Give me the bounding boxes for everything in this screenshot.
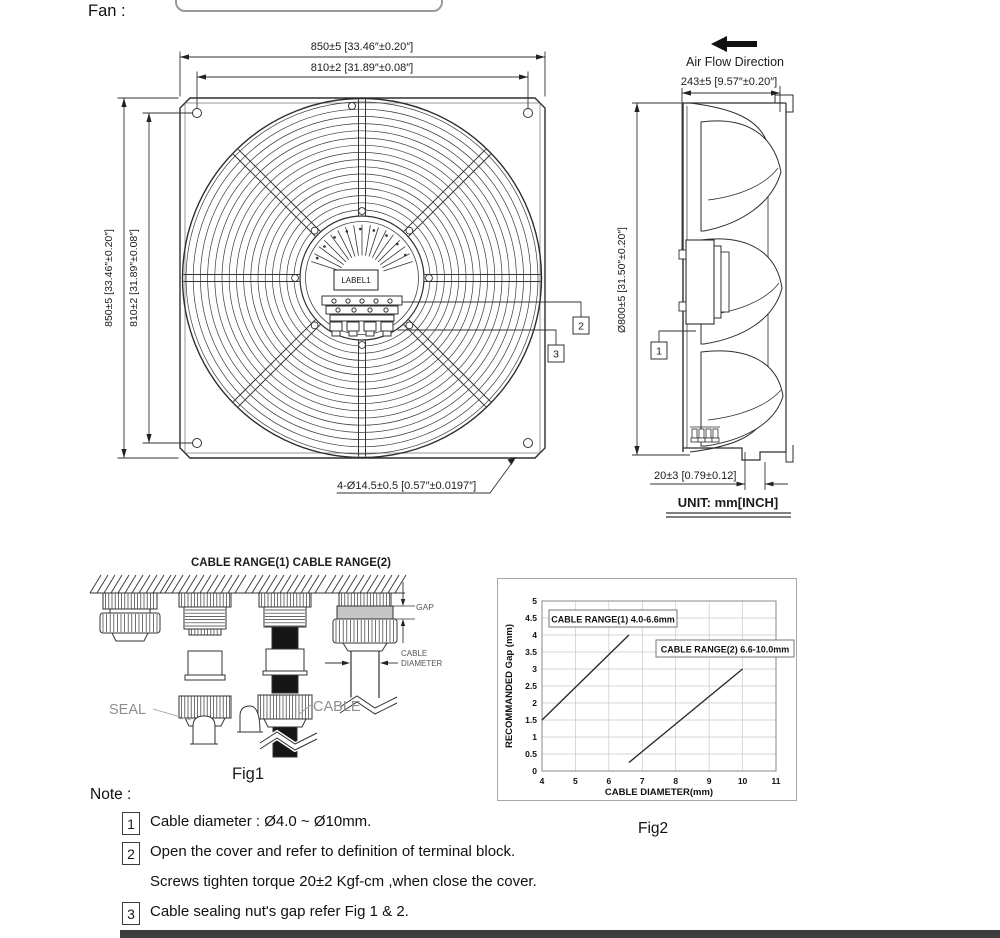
gap-arrow — [401, 599, 405, 606]
fig2-chart — [497, 578, 797, 801]
note-item — [122, 902, 409, 925]
fig1-shapes — [90, 575, 415, 757]
note-text: Cable sealing nut's gap refer Fig 1 & 2. — [150, 903, 409, 920]
x-tick-label: 8 — [673, 776, 679, 786]
fig1-caption: Fig1 — [231, 765, 265, 783]
unit-label: UNIT: mm[INCH] — [677, 495, 779, 510]
fig1-part — [189, 629, 221, 635]
hub-label: LABEL1 — [341, 276, 371, 285]
series-line — [542, 635, 629, 720]
fig1-line — [104, 575, 115, 593]
fig1-line — [125, 575, 136, 593]
dim-height-outer: 850±5 [33.46″±0.20″] — [103, 229, 115, 327]
fig1-line — [221, 575, 232, 593]
series-line — [629, 669, 743, 763]
note-number-box — [122, 872, 140, 895]
y-tick-label: 0.5 — [525, 749, 537, 759]
note-number-box: 1 — [122, 812, 140, 835]
air-flow-label: Air Flow Direction — [686, 55, 784, 69]
gap-chart — [498, 579, 796, 800]
y-tick-label: 4.5 — [525, 613, 537, 623]
fig1-part — [272, 675, 298, 693]
bottom-bar — [120, 930, 1000, 938]
annotation-label: CABLE RANGE(2) 6.6-10.0mm — [660, 644, 790, 655]
mounting-hole — [524, 109, 533, 118]
note-item — [122, 812, 371, 835]
x-tick-label: 6 — [606, 776, 612, 786]
dim-flange: 20±3 [0.79±0.12] — [654, 470, 737, 482]
fig1-line — [325, 575, 336, 593]
motor-dot — [373, 229, 376, 232]
fig1-line — [160, 575, 171, 593]
fig1-line — [287, 575, 298, 593]
y-tick-label: 0 — [532, 766, 537, 776]
x-axis-label: CABLE DIAMETER(mm) — [604, 787, 714, 798]
dim-height-inner: 810±2 [31.89″±0.08″] — [128, 229, 140, 327]
y-tick-label: 4 — [532, 630, 537, 640]
note-text: Screws tighten torque 20±2 Kgf-cm ,when close the cover. — [150, 873, 537, 890]
cable-diameter-label: CABLE — [401, 649, 428, 658]
fig1-line — [273, 575, 284, 593]
fig1-line — [132, 575, 143, 593]
motor-dot — [333, 236, 336, 239]
fig1-line — [332, 575, 343, 593]
y-tick-label: 3.5 — [525, 647, 537, 657]
air-flow-arrow-icon — [711, 36, 757, 52]
spoke-root-circle — [292, 275, 299, 282]
y-tick-label: 3 — [532, 664, 537, 674]
spoke-root-circle — [406, 322, 413, 329]
notes-heading: Note : — [90, 786, 132, 803]
fig1-line — [186, 575, 197, 593]
callout-1-leader — [659, 331, 696, 342]
fig1-part — [240, 706, 260, 732]
fig1-line — [228, 575, 239, 593]
fig1-line — [381, 575, 392, 593]
motor-dot — [396, 243, 399, 246]
seal-label: SEAL — [109, 702, 147, 718]
fig1-part — [103, 593, 157, 609]
dim-mounting-holes: 4-Ø14.5±0.5 [0.57″±0.0197″] — [337, 480, 477, 492]
cable-dia-arrow — [342, 661, 350, 666]
motor-dot — [404, 254, 407, 257]
callout-2: 2 — [578, 320, 584, 333]
callout-3: 3 — [553, 348, 559, 361]
fig1-line — [111, 575, 122, 593]
dim-width-inner: 810±2 [31.89″±0.08″] — [310, 62, 414, 74]
mounting-hole — [349, 103, 356, 110]
spoke-root-circle — [359, 208, 366, 215]
fig1-cable-gland-diagram — [85, 548, 460, 793]
fig1-line — [200, 575, 211, 593]
fig1-line — [301, 575, 312, 593]
spoke-root-circle — [311, 322, 318, 329]
y-tick-label: 5 — [532, 596, 537, 606]
fig1-line — [315, 575, 326, 593]
motor-dot — [323, 245, 326, 248]
spoke-root-circle — [406, 227, 413, 234]
fig1-part — [258, 695, 312, 719]
motor-dot — [346, 230, 349, 233]
fig2-caption: Fig2 — [638, 820, 669, 837]
x-tick-label: 9 — [706, 776, 712, 786]
fig1-line — [139, 575, 150, 593]
dim-width-outer: 850±5 [33.46″±0.20″] — [310, 41, 414, 53]
fig1-part — [112, 633, 148, 641]
mounting-hole — [193, 109, 202, 118]
fig1-line — [294, 575, 305, 593]
fig1-line — [360, 575, 371, 593]
fig1-line — [165, 575, 176, 593]
motor-dot — [359, 228, 362, 231]
cable-dia-arrow — [380, 661, 388, 666]
fig1-line — [172, 575, 183, 593]
note-item — [122, 872, 537, 895]
fig1-line — [367, 575, 378, 593]
gap-label: GAP — [416, 602, 434, 612]
fig1-line — [395, 575, 406, 593]
motor-dot — [385, 234, 388, 237]
spoke-root-circle — [426, 275, 433, 282]
note-text: Cable diameter : Ø4.0 ~ Ø10mm. — [150, 813, 372, 830]
y-axis-label: RECOMMANDED Gap (mm) — [504, 623, 515, 749]
fig1-line — [207, 575, 218, 593]
fig1-line — [235, 575, 246, 593]
fig1-line — [118, 575, 129, 593]
annotation-label: CABLE RANGE(1) 4.0-6.6mm — [551, 614, 675, 625]
spoke-root-circle — [359, 342, 366, 349]
x-tick-label: 4 — [539, 776, 545, 786]
fig1-part — [343, 643, 387, 651]
x-tick-label: 5 — [573, 776, 578, 786]
fig1-part — [266, 649, 304, 671]
fig1-line — [259, 575, 270, 593]
fig1-part — [263, 671, 307, 675]
fig1-line — [214, 575, 225, 593]
fig1-line — [308, 575, 319, 593]
fig1-line — [97, 575, 108, 593]
fig1-line — [153, 575, 164, 593]
fig1-line — [346, 575, 357, 593]
fig1-part — [264, 719, 306, 727]
fig1-part — [100, 613, 160, 633]
x-tick-label: 10 — [737, 776, 748, 786]
fig1-title: CABLE RANGE(1) CABLE RANGE(2) — [191, 557, 391, 569]
note-number-box: 3 — [122, 902, 140, 925]
fig1-line — [353, 575, 364, 593]
side-body — [679, 95, 793, 462]
fig1-line — [374, 575, 385, 593]
x-tick-label: 7 — [639, 776, 645, 786]
note-number-box: 2 — [122, 842, 140, 865]
page-title: Fan : — [88, 2, 126, 20]
fig1-part — [272, 627, 298, 649]
gap-arrow — [401, 619, 405, 626]
y-tick-label: 2 — [532, 698, 537, 708]
spoke-root-circle — [311, 227, 318, 234]
fig1-part — [188, 651, 222, 675]
x-tick-label: 11 — [771, 776, 781, 786]
motor-dot — [316, 257, 319, 260]
fan-front-view — [103, 41, 589, 493]
fig1-part — [193, 716, 215, 744]
fig1-line — [266, 575, 277, 593]
fig1-part — [337, 606, 393, 619]
fig1-line — [146, 575, 157, 593]
fig1-part — [110, 609, 150, 613]
fig1-line — [339, 575, 350, 593]
motor — [679, 240, 729, 324]
dim-depth: 243±5 [9.57″±0.20″] — [680, 76, 778, 88]
cable-diameter-label: DIAMETER — [401, 659, 443, 668]
y-tick-label: 1 — [532, 732, 537, 742]
fig1-line — [179, 575, 190, 593]
mounting-hole — [524, 439, 533, 448]
fig1-line — [252, 575, 263, 593]
callout-1: 1 — [656, 345, 662, 358]
fig1-line — [388, 575, 399, 593]
fan-side-view — [616, 36, 793, 517]
fig1-line — [193, 575, 204, 593]
dim-diameter: Ø800±5 [31.50″±0.20″] — [616, 227, 628, 333]
mounting-hole — [193, 439, 202, 448]
fig1-line — [90, 575, 101, 593]
note-item — [122, 842, 515, 865]
fig1-line — [245, 575, 256, 593]
y-tick-label: 2.5 — [525, 681, 537, 691]
fig1-part — [185, 675, 225, 680]
y-tick-label: 1.5 — [525, 715, 537, 725]
fig1-line — [280, 575, 291, 593]
cable-label: CABLE — [313, 699, 361, 715]
note-text: Open the cover and refer to definition of terminal block. — [150, 843, 516, 860]
